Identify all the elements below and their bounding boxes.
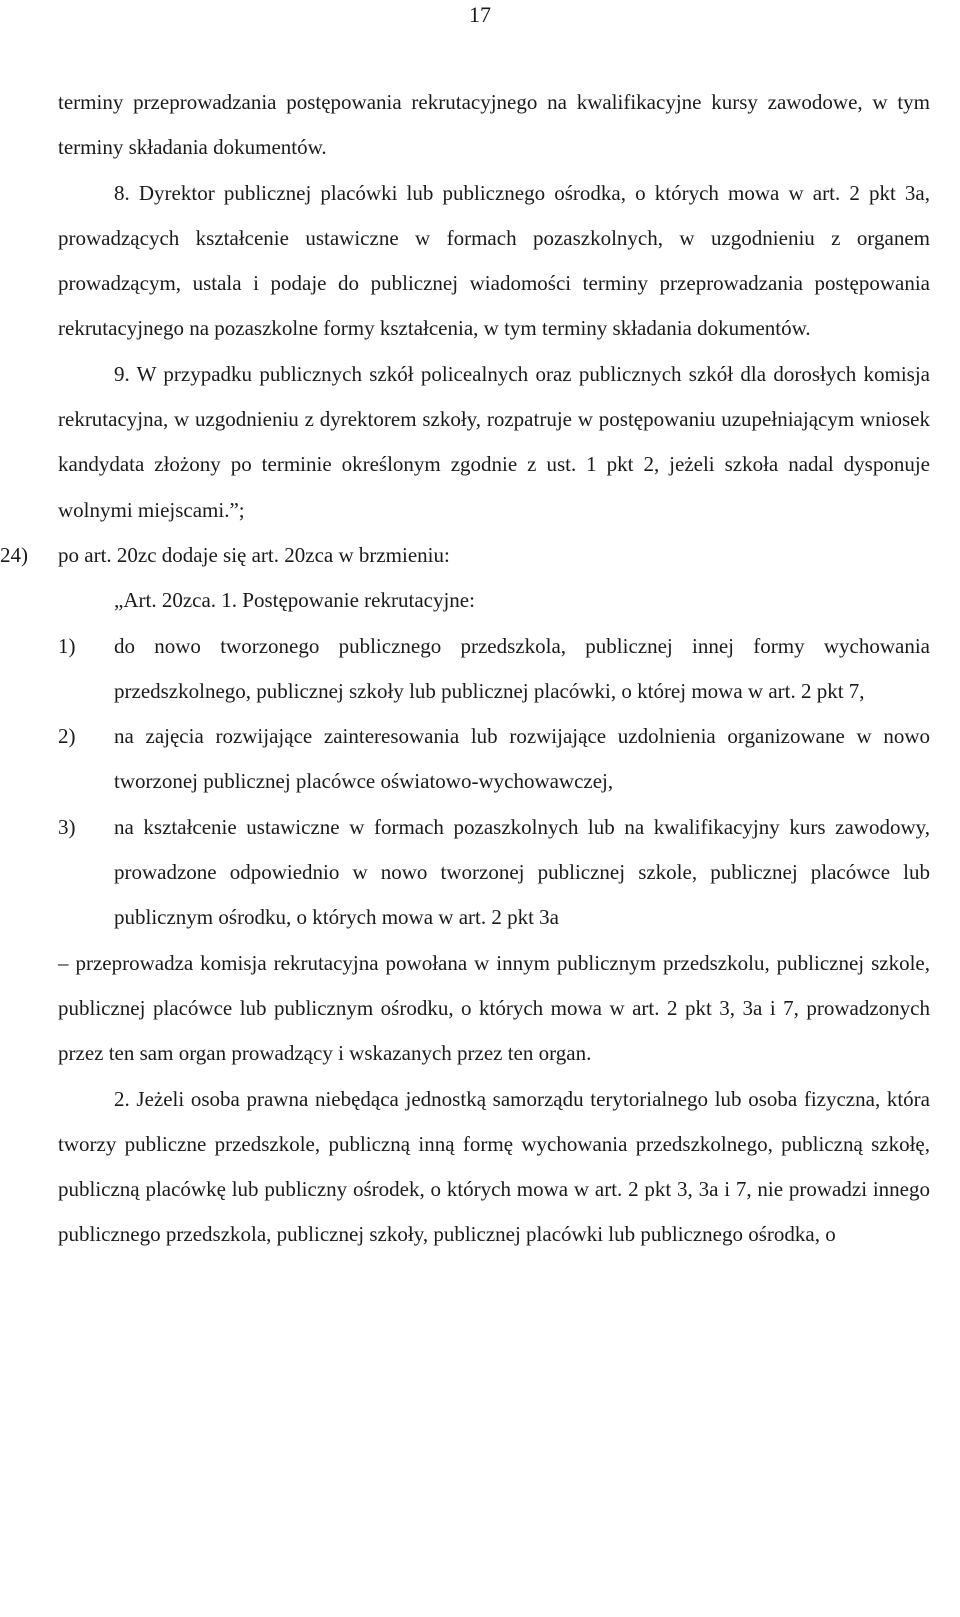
item-number: 1) [58, 633, 76, 658]
point-24-text: po art. 20zc dodaje się art. 20zca w brzmieniu: [58, 542, 450, 567]
page-number: 17 [469, 2, 491, 27]
article-item-2 [58, 714, 930, 805]
item-text: do nowo tworzonego publicznego przedszkola, publicznej innej formy wychowania przedszkolnego, publicznej szkoły lub publicznej placówki, o której mowa w art. 2 pkt 7, [114, 633, 930, 703]
point-24 [0, 533, 930, 578]
paragraph-8: 8. Dyrektor publicznej placówki lub publicznego ośrodka, o których mowa w art. 2 pkt 3a, prowadzących kształcenie ustawiczne w formach pozaszkolnych, w uzgodnieniu z organem prowadzącym, ustala i podaje do publicznej wiadomości terminy przeprowadzania postępowania rekrutacyjnego na pozaszkolne formy kształcenia, w tym terminy składania dokumentów. [58, 180, 930, 341]
point-24-number: 24) [0, 542, 28, 567]
article-paragraph-2: 2. Jeżeli osoba prawna niebędąca jednostką samorządu terytorialnego lub osoba fizyczna, która tworzy publiczne przedszkole, publiczną inną formę wychowania przedszkolnego, publiczną szkołę, publiczną placówkę lub publiczny ośrodek, o których mowa w art. 2 pkt 3, 3a i 7, nie prowadzi innego publicznego przedszkola, publicznej szkoły, publicznej placówki lub publicznego ośrodka, o [58, 1086, 930, 1247]
article-item-3 [58, 805, 930, 941]
item-text: na zajęcia rozwijające zainteresowania lub rozwijające uzdolnienia organizowane w nowo tworzonej publicznej placówce oświatowo-wychowawczej, [114, 724, 930, 794]
paragraph-continuation: terminy przeprowadzania postępowania rekrutacyjnego na kwalifikacyjne kursy zawodowe, w tym terminy składania dokumentów. [58, 90, 930, 160]
item-text: na kształcenie ustawiczne w formach pozaszkolnych lub na kwalifikacyjny kurs zawodowy, prowadzone odpowiednio w nowo tworzonej publicznej szkole, publicznej placówce lub publicznym ośrodku, o których mowa w art. 2 pkt 3a [114, 814, 930, 930]
paragraph-9: 9. W przypadku publicznych szkół policealnych oraz publicznych szkół dla dorosłych komisja rekrutacyjna, w uzgodnieniu z dyrektorem szkoły, rozpatruje w postępowaniu uzupełniającym wniosek kandydata złożony po terminie określonym zgodnie z ust. 1 pkt 2, jeżeli szkoła nadal dysponuje wolnymi miejscami.”; [58, 361, 930, 522]
item-number: 3) [58, 814, 76, 839]
article-heading: „Art. 20zca. 1. Postępowanie rekrutacyjne: [114, 588, 475, 613]
article-item-1 [58, 624, 930, 715]
item-number: 2) [58, 724, 76, 749]
dash-paragraph: – przeprowadza komisja rekrutacyjna powołana w innym publicznym przedszkolu, publicznej szkole, publicznej placówce lub publicznym ośrodku, o których mowa w art. 2 pkt 3, 3a i 7, prowadzonych przez ten sam organ prowadzący i wskazanych przez ten organ. [58, 950, 930, 1066]
document-body [0, 80, 930, 1258]
